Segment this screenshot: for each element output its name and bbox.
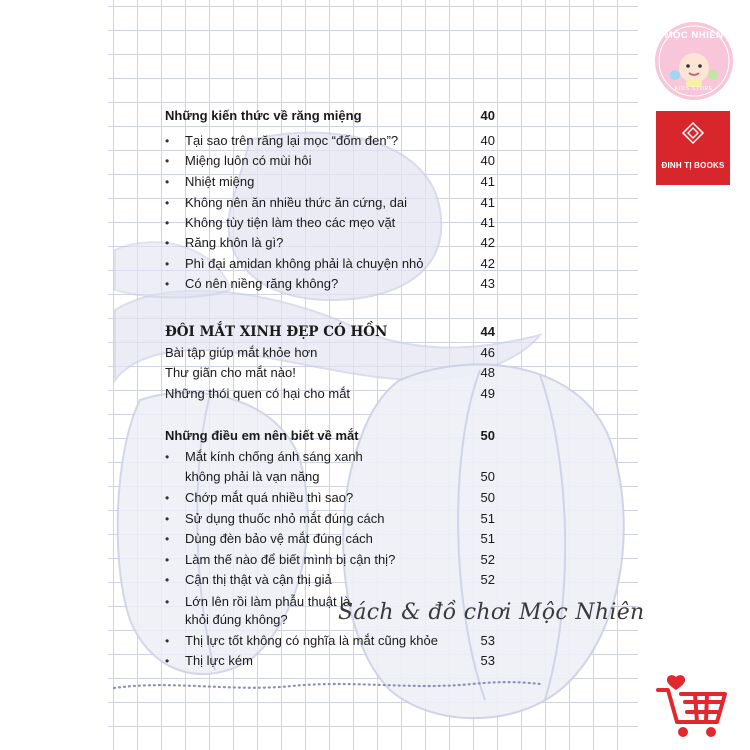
bullet-icon: • (165, 654, 170, 668)
section-heading (165, 322, 495, 342)
page-number: 40 (480, 108, 495, 123)
diamond-pattern-icon (656, 111, 730, 159)
entry-text: Sử dụng thuốc nhỏ mắt đúng cách (185, 511, 385, 526)
publisher-logo (656, 111, 730, 185)
entry-text: khỏi đúng không? (185, 612, 288, 627)
toc-entry (165, 131, 495, 151)
page-number: 53 (480, 633, 495, 648)
page-number: 48 (480, 365, 495, 380)
toc-entry (165, 172, 495, 192)
entry-text: Chớp mắt quá nhiều thì sao? (185, 490, 354, 505)
bullet-icon: • (165, 216, 170, 230)
page-number: 42 (480, 256, 495, 271)
bullet-icon: • (165, 450, 170, 464)
bullet-icon: • (165, 175, 170, 189)
entry-text: Dùng đèn bảo vệ mắt đúng cách (185, 531, 373, 546)
shop-subtitle: KIDS STORE (674, 86, 714, 92)
entry-text: Tại sao trên răng lại mọc “đốm đen”? (185, 133, 399, 148)
page-number: 40 (480, 153, 495, 168)
entry-text: Phì đại amidan không phải là chuyện nhỏ (185, 256, 424, 271)
bullet-icon: • (165, 595, 170, 609)
shop-name: MỘC NHIÊN (664, 30, 724, 41)
entry-text: không phải là vạn năng (185, 469, 320, 484)
entry-text: Mắt kính chống ánh sáng xanh (185, 449, 363, 464)
entry-text: Bài tập giúp mắt khỏe hơn (165, 345, 318, 360)
entry-text: Miệng luôn có mùi hôi (185, 153, 312, 168)
bullet-icon: • (165, 277, 170, 291)
toc-entry (165, 213, 495, 233)
entry-text: Lớn lên rồi làm phẫu thuật là (185, 594, 351, 609)
shop-logo (653, 20, 735, 102)
page-number: 51 (480, 531, 495, 546)
entry-text: Thị lực kém (185, 653, 253, 668)
bullet-icon: • (165, 553, 170, 567)
bullet-icon: • (165, 257, 170, 271)
section-heading (165, 106, 495, 126)
entry-text: Không tùy tiện làm theo các mẹo vặt (185, 215, 396, 230)
page-number: 53 (480, 653, 495, 668)
page-number: 40 (480, 133, 495, 148)
toc-entry (165, 363, 495, 383)
entry-text: Những thói quen có hại cho mắt (165, 386, 351, 401)
bullet-icon: • (165, 236, 170, 250)
page-number: 43 (480, 276, 495, 291)
entry-text: Thị lực tốt không có nghĩa là mắt cũng khỏe (185, 633, 438, 648)
bullet-icon: • (165, 196, 170, 210)
toc-entry (165, 233, 495, 253)
page-number: 41 (480, 174, 495, 189)
toc-entry (165, 343, 495, 363)
page-number: 50 (480, 469, 495, 484)
bullet-icon: • (165, 491, 170, 505)
page-number: 41 (480, 195, 495, 210)
section-title: Những kiến thức về răng miệng (165, 108, 362, 123)
bullet-icon: • (165, 532, 170, 546)
page-number: 51 (480, 511, 495, 526)
toc-entry-continuation (165, 467, 495, 487)
page-number: 41 (480, 215, 495, 230)
page-number: 52 (480, 572, 495, 587)
bullet-icon: • (165, 634, 170, 648)
page-number: 46 (480, 345, 495, 360)
toc-entry (165, 529, 495, 549)
bullet-icon: • (165, 512, 170, 526)
section-title: Những điều em nên biết về mắt (165, 428, 359, 443)
page-number: 42 (480, 235, 495, 250)
shopping-cart-icon (655, 672, 733, 740)
toc-entry (165, 384, 495, 404)
entry-text: Có nên niềng răng không? (185, 276, 339, 291)
bullet-icon: • (165, 573, 170, 587)
page-number: 50 (480, 428, 495, 443)
entry-text: Không nên ăn nhiều thức ăn cứng, dai (185, 195, 407, 210)
toc-entry (165, 509, 495, 529)
bullet-icon: • (165, 154, 170, 168)
entry-text: Thư giãn cho mắt nào! (165, 365, 296, 380)
shop-watermark: Sách & đồ chơi Mộc Nhiên (338, 600, 645, 625)
toc-entry (165, 570, 495, 590)
entry-text: Cận thị thật và cận thị giả (185, 572, 332, 587)
entry-text: Răng khôn là gì? (185, 235, 284, 250)
page-number: 50 (480, 490, 495, 505)
toc-entry (165, 651, 495, 671)
section-title: ĐÔI MẮT XINH ĐẸP CÓ HỒN (165, 324, 388, 340)
toc-entry (165, 488, 495, 508)
entry-text: Làm thế nào để biết mình bị cận thị? (185, 552, 396, 567)
section-heading (165, 426, 495, 446)
toc-entry (165, 274, 495, 294)
page-number: 49 (480, 386, 495, 401)
entry-text: Nhiệt miệng (185, 174, 255, 189)
page-number: 52 (480, 552, 495, 567)
toc-entry (165, 193, 495, 213)
toc-entry (165, 254, 495, 274)
toc-entry (165, 631, 495, 651)
page-number: 44 (480, 324, 495, 339)
bullet-icon: • (165, 134, 170, 148)
toc-entry (165, 550, 495, 570)
toc-entry (165, 447, 495, 467)
toc-entry (165, 151, 495, 171)
publisher-name: ĐINH TỊ BOOKS (661, 161, 725, 170)
dotted-divider (112, 676, 542, 696)
